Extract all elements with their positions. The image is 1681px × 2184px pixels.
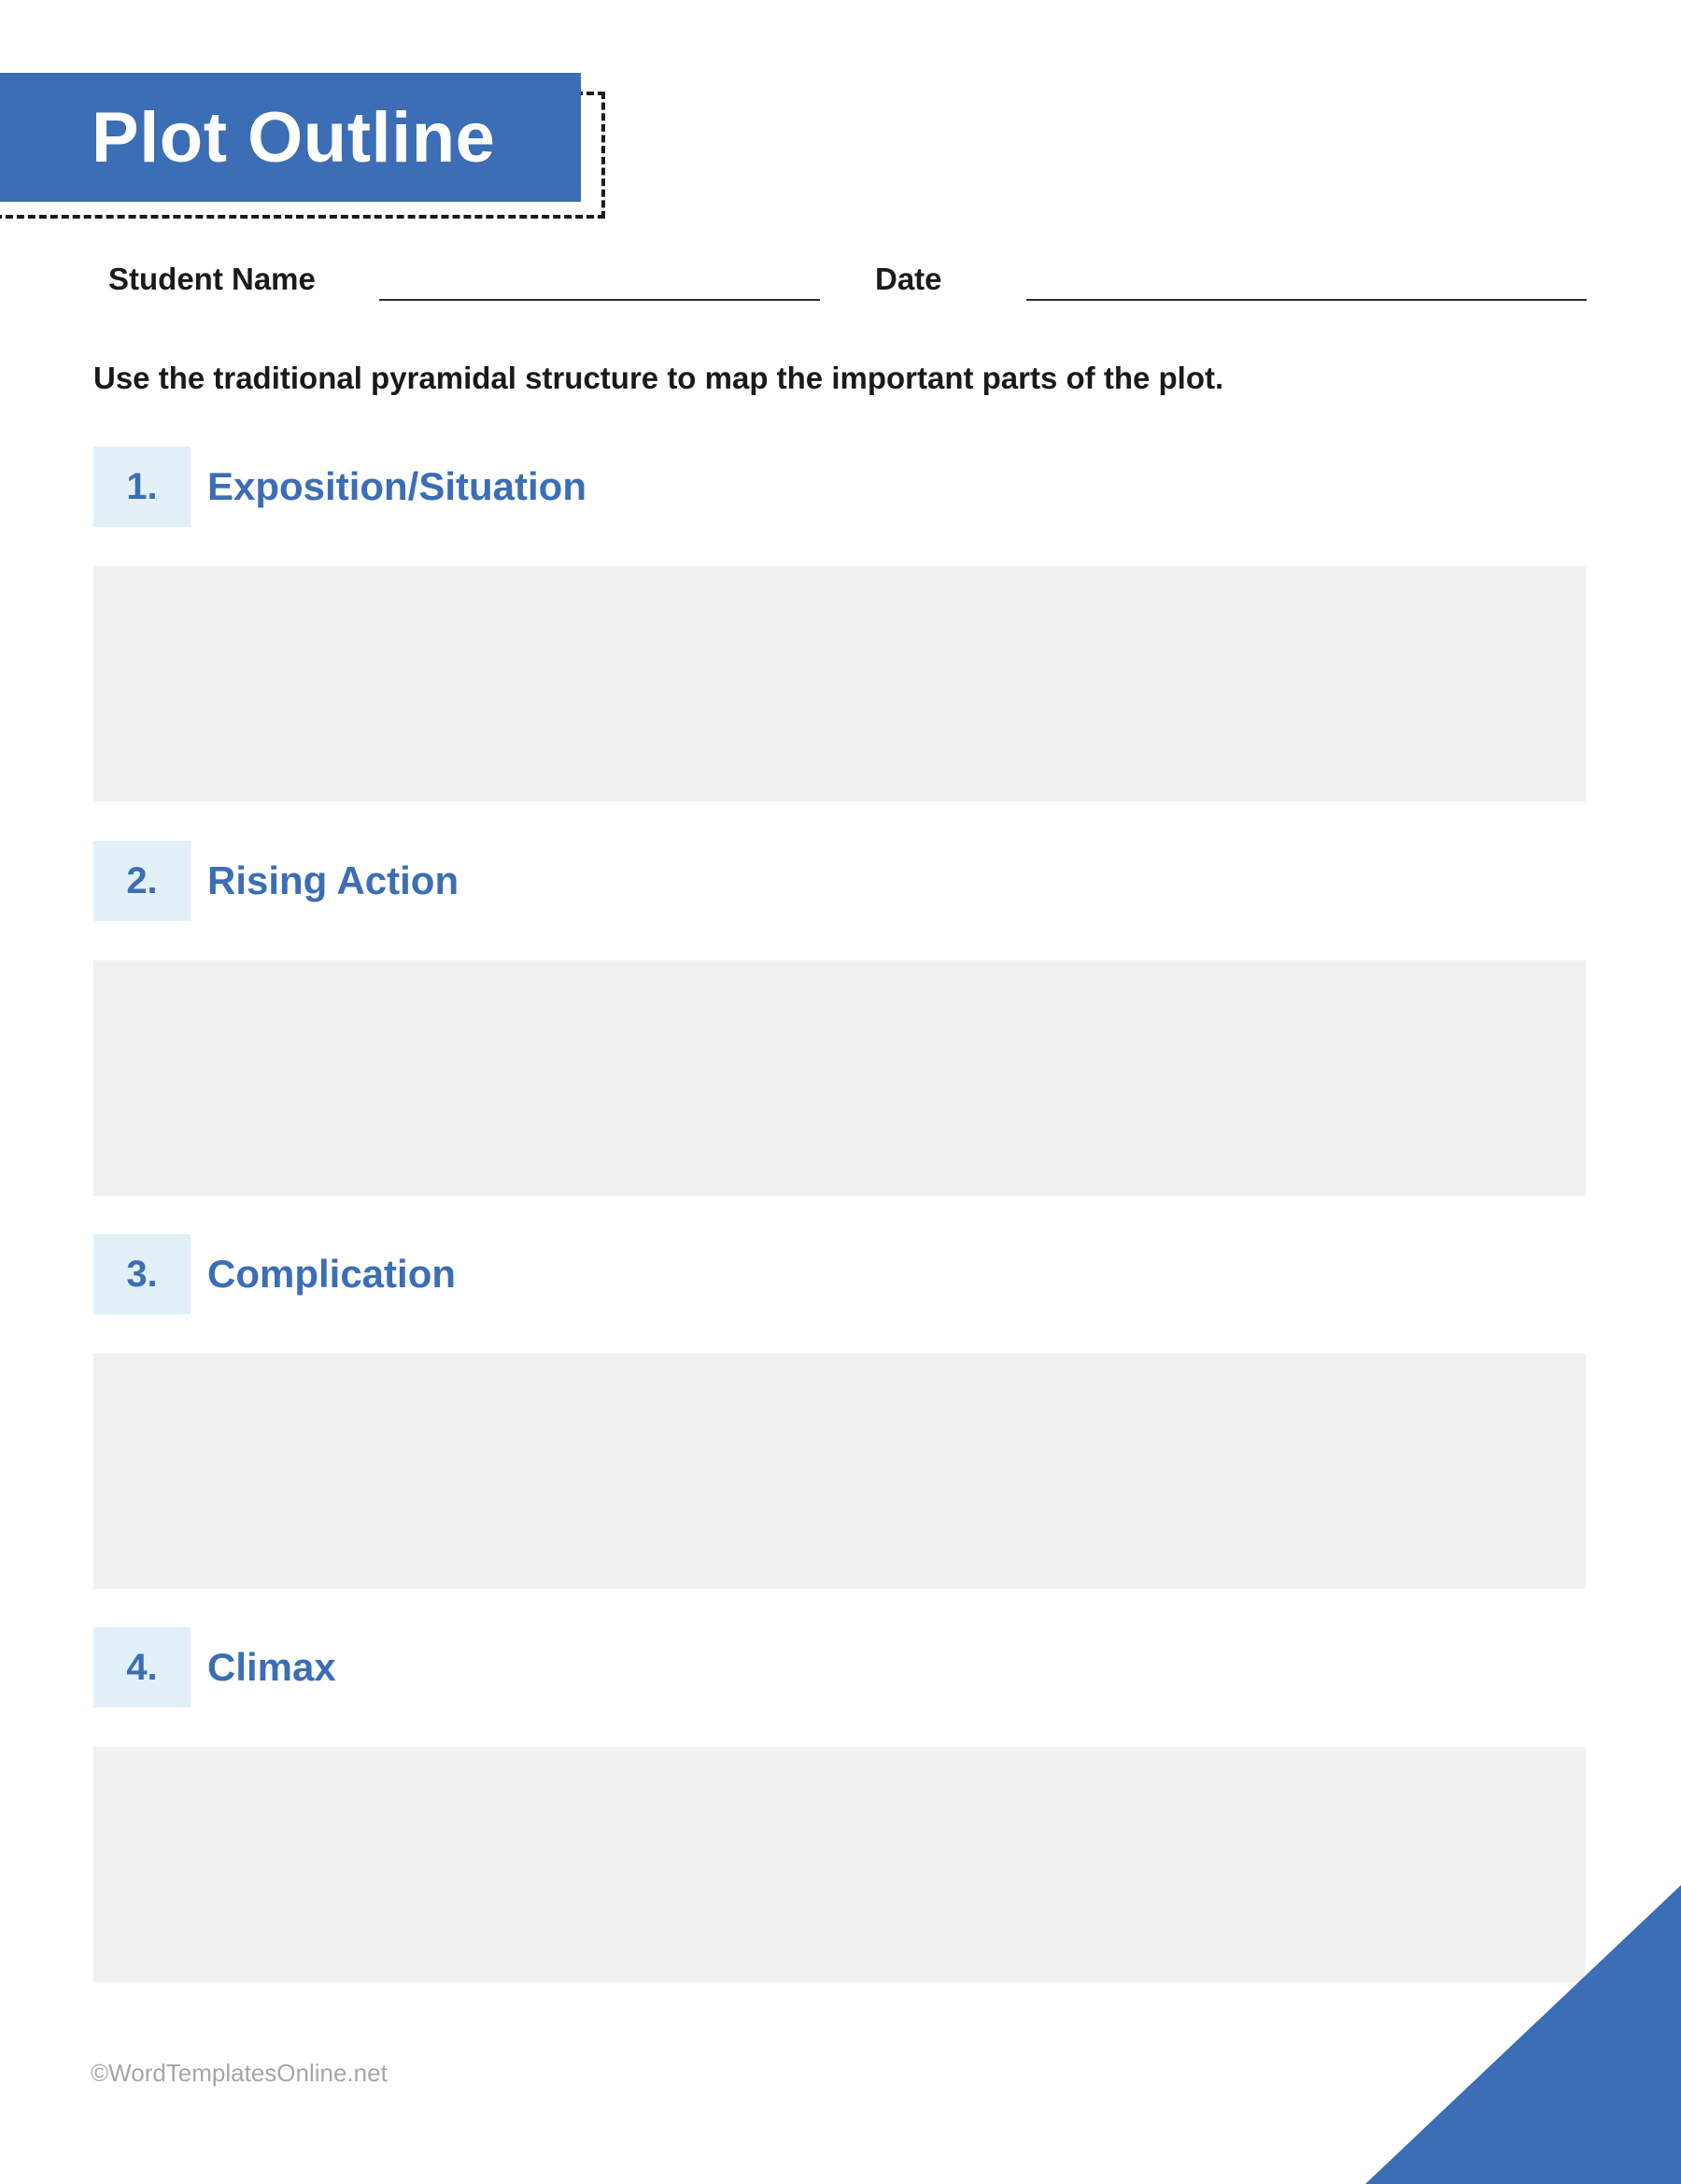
instructions-text: Use the traditional pyramidal structure to map the important parts of the plot. <box>93 361 1224 395</box>
answer-box-rising-action[interactable] <box>93 960 1586 1196</box>
section-header-complication <box>93 1234 456 1314</box>
copyright-footer: ©WordTemplatesOnline.net <box>91 2059 388 2087</box>
section-title: Exposition/Situation <box>207 464 586 508</box>
title-banner <box>0 73 581 202</box>
date-field[interactable] <box>1026 299 1587 301</box>
page-title: Plot Outline <box>92 97 496 177</box>
section-title: Climax <box>207 1645 336 1689</box>
section-title: Rising Action <box>207 858 459 902</box>
answer-box-climax[interactable] <box>93 1747 1586 1982</box>
section-title: Complication <box>207 1252 457 1296</box>
section-header-exposition <box>93 447 586 527</box>
section-number-badge: 2. <box>93 841 191 921</box>
section-header-rising-action <box>93 841 459 921</box>
date-label: Date <box>875 262 942 296</box>
section-header-climax <box>93 1627 336 1708</box>
student-name-field[interactable] <box>379 299 820 301</box>
section-number-badge: 1. <box>93 447 191 527</box>
answer-box-exposition[interactable] <box>93 566 1586 801</box>
corner-triangle-decoration <box>1365 1885 1681 2184</box>
student-name-label: Student Name <box>108 262 316 296</box>
answer-box-complication[interactable] <box>93 1354 1586 1589</box>
section-number-badge: 4. <box>93 1627 191 1708</box>
section-number-badge: 3. <box>93 1234 191 1314</box>
